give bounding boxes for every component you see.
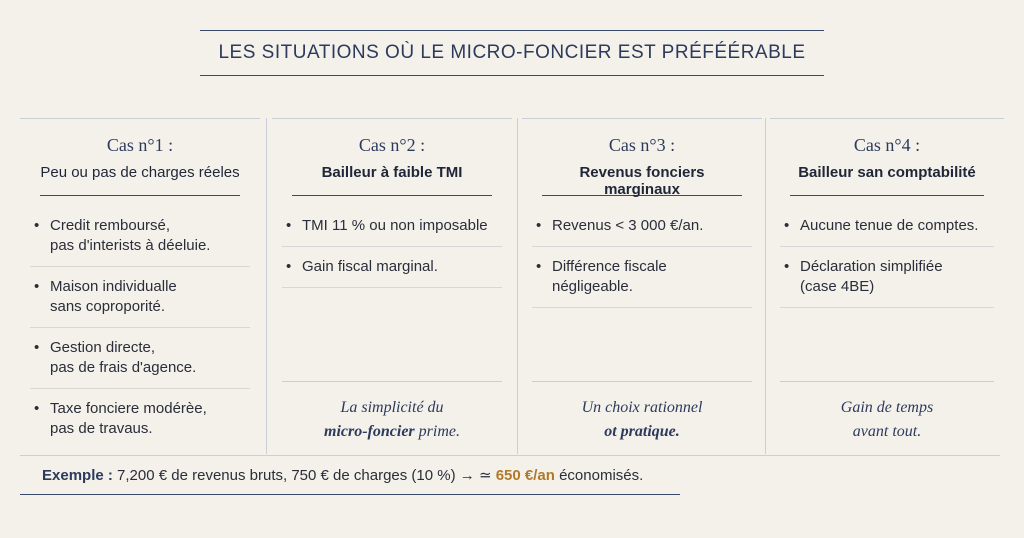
case-subtitle: Bailleur à faible TMI <box>321 164 463 181</box>
example-label: Exemple : <box>42 467 113 484</box>
case-conclusion: Gain de temps avant tout. <box>780 381 994 455</box>
case-number: Cas n°3 : <box>608 135 676 155</box>
case-number: Cas n°4 : <box>853 135 921 155</box>
divider <box>20 494 680 495</box>
arrow-icon: → ≃ <box>459 467 492 484</box>
case-subtitle: Peu ou pas de charges réeles <box>40 164 240 181</box>
case-header <box>790 119 984 196</box>
case-column-2 <box>272 118 512 455</box>
list-item: • Credit remboursé, pas d'interists à déeluie. <box>30 206 250 267</box>
case-items <box>522 206 762 308</box>
case-header <box>40 119 240 196</box>
list-item: • TMI 11 % ou non imposable <box>282 206 502 247</box>
case-conclusion: La simplicité du micro-foncier prime. <box>282 381 502 455</box>
case-subtitle: Bailleur san comptabilité <box>798 164 976 181</box>
list-item: • Gestion directe, pas de frais d'agence. <box>30 328 250 389</box>
case-subtitle: Revenus fonciers marginaux <box>579 164 705 198</box>
list-item: • Gain fiscal marginal. <box>282 247 502 288</box>
column-divider <box>517 118 518 454</box>
list-item: • Revenus < 3 000 €/an. <box>532 206 752 247</box>
example-line <box>42 466 643 484</box>
list-item: • Différence fiscale négligeable. <box>532 247 752 308</box>
case-column-1 <box>20 118 260 455</box>
column-divider <box>266 118 267 454</box>
example-amount: 650 €/an <box>495 467 555 484</box>
list-item: • Maison individualle sans coproporité. <box>30 267 250 328</box>
case-number: Cas n°2 : <box>358 135 426 155</box>
list-item: • Déclaration simplifiée (case 4BE) <box>780 247 994 308</box>
list-item: • Aucune tenue de comptes. <box>780 206 994 247</box>
divider <box>20 455 1000 456</box>
case-items <box>770 206 1004 308</box>
case-header <box>542 119 742 196</box>
case-items <box>20 206 260 449</box>
case-conclusion: Un choix rationnel ot pratique. <box>532 381 752 455</box>
case-items <box>272 206 512 288</box>
example-text: 7,200 € de revenus bruts, 750 € de charges (10 %) <box>117 467 456 484</box>
case-header <box>292 119 492 196</box>
case-number: Cas n°1 : <box>106 135 174 155</box>
title-banner <box>200 30 824 76</box>
column-divider <box>765 118 766 454</box>
case-column-4 <box>770 118 1004 455</box>
case-column-3 <box>522 118 762 455</box>
page-title: LES SITUATIONS OÙ LE MICRO-FONCIER EST PRÉFÉÉRABLE <box>218 42 806 63</box>
example-suffix: économisés. <box>559 467 644 484</box>
list-item: • Taxe fonciere modérèe, pas de travaus. <box>34 400 207 437</box>
